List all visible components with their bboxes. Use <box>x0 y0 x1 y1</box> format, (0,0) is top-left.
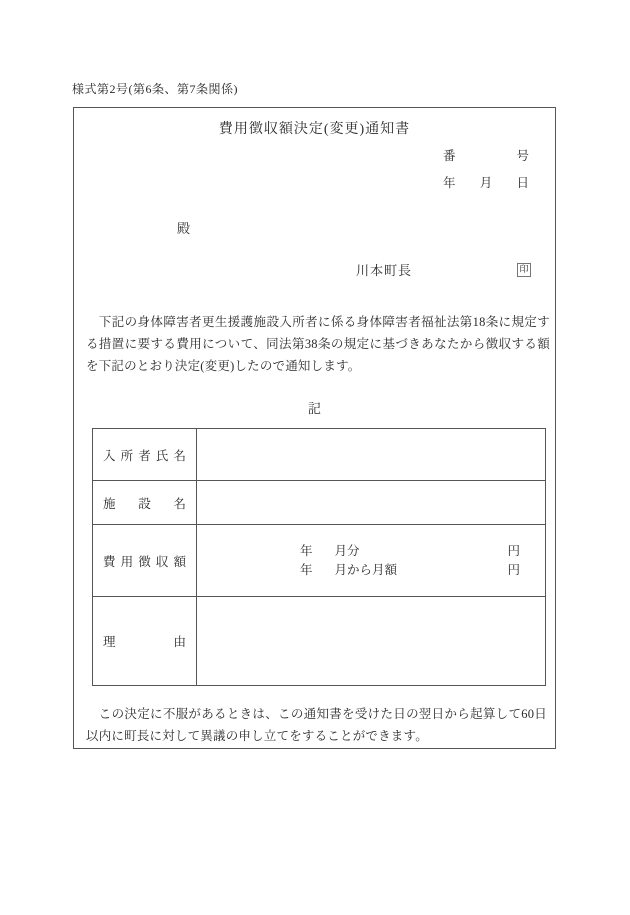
appeal-notice-paragraph: この決定に不服があるときは、この通知書を受けた日の翌日から起算して60日以内に町長に対して異議の申し立てをすることができます。 <box>86 707 547 743</box>
date-month-label: 月 <box>479 176 493 190</box>
fee-yen-label: 円 <box>507 562 520 577</box>
facility-name-label: 施 設 名 <box>93 481 197 525</box>
reason-label: 理 由 <box>93 597 197 686</box>
table-row-facility-name <box>93 481 546 525</box>
ki-heading: 記 <box>307 401 321 416</box>
fee-monthly-desc-label: 月から月額 <box>334 562 398 577</box>
resident-name-value <box>197 429 546 481</box>
fee-line-month <box>197 542 545 561</box>
fee-amount-value <box>197 525 546 597</box>
document-number-date-block <box>443 146 529 200</box>
body-paragraph: 下記の身体障害者更生援護施設入所者に係る身体障害者福祉法第18条に規定する措置に要する費用について、同法第38条の規定に基づきあなたから徴収する額を下記のとおり決定(変更)したので通知します。 <box>86 315 550 373</box>
fee-month-label: 月分 <box>334 543 360 558</box>
table-row-reason <box>93 597 546 686</box>
date-row <box>443 173 529 191</box>
fee-amount-label: 費 用 徴 収 額 <box>93 525 197 597</box>
fee-line-monthly-amount <box>197 561 545 580</box>
addressee-honorific: 殿 <box>177 221 191 236</box>
table-row-resident-name <box>93 429 546 481</box>
form-number-label: 様式第2号(第6条、第7条関係) <box>72 82 238 96</box>
facility-name-value <box>197 481 546 525</box>
date-year-label: 年 <box>443 176 456 190</box>
table-row-fee-amount <box>93 525 546 597</box>
date-day-label: 日 <box>516 176 529 190</box>
document-title: 費用徴収額決定(変更)通知書 <box>218 122 411 137</box>
sender-row <box>356 260 531 279</box>
fee-yen-label: 円 <box>507 543 520 558</box>
number-prefix-label: 番 <box>443 149 456 163</box>
sender-name: 川本町長 <box>356 263 413 278</box>
fee-year-label: 年 <box>300 543 313 558</box>
seal-mark: 印 <box>517 263 531 277</box>
form-border-box <box>73 107 556 749</box>
number-suffix-label: 号 <box>516 149 529 163</box>
document-number-row <box>443 146 529 164</box>
reason-value <box>197 597 546 686</box>
resident-name-label: 入 所 者 氏 名 <box>93 429 197 481</box>
fee-year-label: 年 <box>300 562 313 577</box>
notice-table <box>92 428 546 686</box>
